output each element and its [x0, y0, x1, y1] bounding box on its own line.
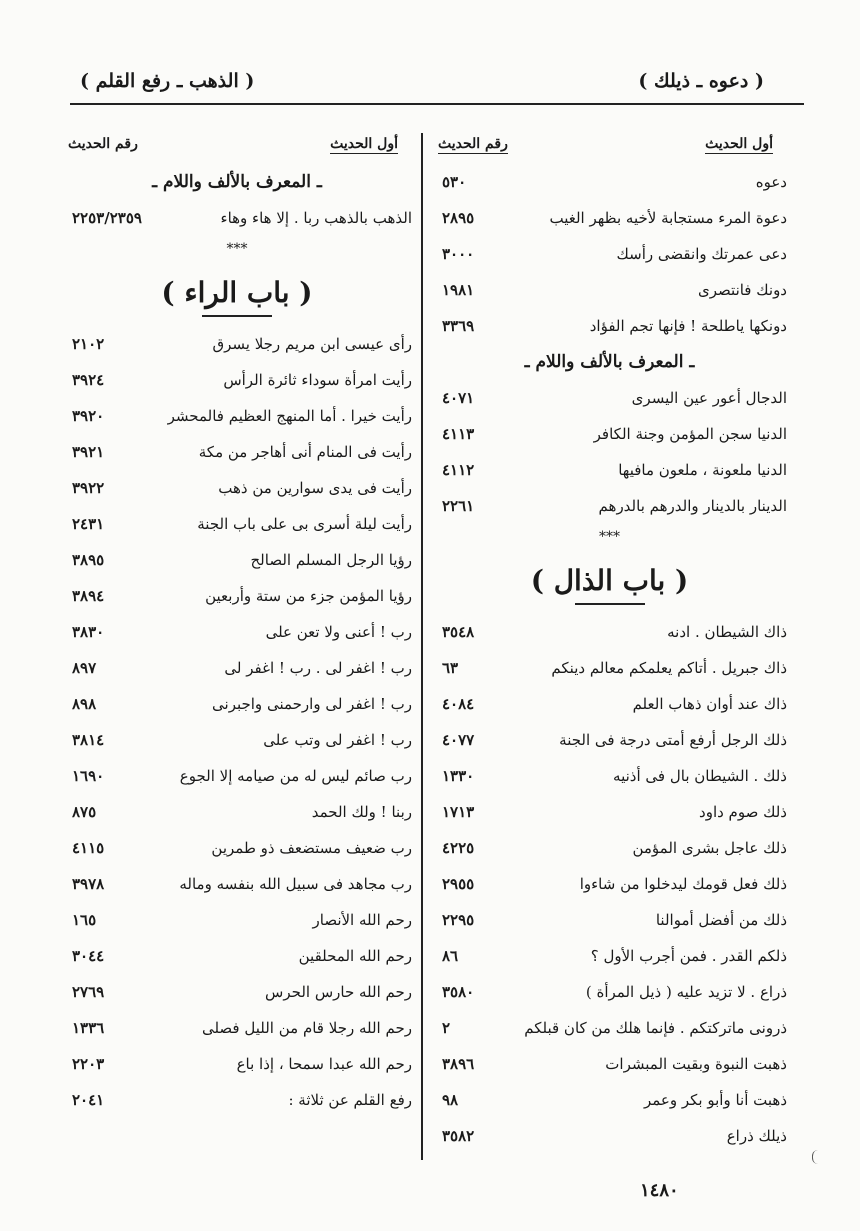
entry-number: ١٧١٣ — [442, 803, 475, 821]
entry-number: ٨٩٨ — [72, 695, 97, 713]
hadith-entry — [432, 382, 787, 418]
hadith-entry — [432, 454, 787, 490]
entry-number: ٣٠٤٤ — [72, 947, 105, 965]
hadith-entry — [62, 1084, 412, 1120]
entry-number: ٤٠٨٤ — [442, 695, 475, 713]
entry-number: ٤٠٧١ — [442, 389, 475, 407]
hadith-entry — [62, 364, 412, 400]
hadith-number-heading: رقم الحديث — [438, 136, 508, 152]
entry-number: ٦٣ — [442, 659, 459, 677]
chapter-underline — [575, 603, 645, 605]
chapter-title — [432, 562, 787, 616]
entry-number: ٢٢٥٣/٢٣٥٩ — [72, 209, 142, 227]
hadith-entry — [62, 544, 412, 580]
entry-text: رأيت فى المنام أنى أهاجر من مكة — [198, 443, 412, 461]
entry-text: رفع القلم عن ثلاثة : — [288, 1091, 412, 1109]
entry-text: رب ! اغفر لى وارحمنى واجبرنى — [212, 695, 412, 713]
entry-text: رب ! اغفر لى وتب على — [263, 731, 412, 749]
left-column — [62, 130, 412, 1120]
entry-text: رؤيا الرجل المسلم الصالح — [250, 551, 412, 569]
hadith-entry — [432, 652, 787, 688]
entry-text: ذيلك ذراع — [726, 1127, 787, 1145]
hadith-entry — [62, 760, 412, 796]
entry-text: دعوه — [755, 173, 787, 191]
entry-text: ذاك جبريل . أتاكم يعلمكم معالم دينكم — [551, 659, 787, 677]
section-heading: ـ المعرف بالألف واللام ـ — [152, 172, 322, 192]
entry-text: رب صائم ليس له من صيامه إلا الجوع — [179, 767, 412, 785]
first-words-heading: أول الحديث — [705, 136, 773, 152]
entry-number: ٣٥٤٨ — [442, 623, 475, 641]
entry-text: دعى عمرتك وانقضى رأسك — [616, 245, 787, 263]
hadith-entry — [62, 832, 412, 868]
chapter-title-text: ( باب الراء ) — [161, 276, 313, 309]
hadith-entry — [62, 652, 412, 688]
hadith-entry — [432, 940, 787, 976]
hadith-entry — [62, 796, 412, 832]
entry-text: رحم الله المحلقين — [298, 947, 412, 965]
entry-text: الدنيا سجن المؤمن وجنة الكافر — [593, 425, 787, 443]
entry-number: ٣٨٣٠ — [72, 623, 105, 641]
hadith-entry — [432, 688, 787, 724]
entry-text: رحم الله حارس الحرس — [265, 983, 412, 1001]
entry-number: ١٦٥ — [72, 911, 97, 929]
hadith-entry — [432, 904, 787, 940]
entry-number: ١٣٣٠ — [442, 767, 475, 785]
entry-text: رأيت فى يدى سوارين من ذهب — [218, 479, 412, 497]
hadith-entry — [432, 760, 787, 796]
asterism-divider: *** — [226, 241, 248, 257]
hadith-entry — [62, 508, 412, 544]
asterism-divider: *** — [599, 529, 620, 545]
hadith-entry — [62, 688, 412, 724]
hadith-entry — [432, 238, 787, 274]
entry-number: ٢٢٠٣ — [72, 1055, 105, 1073]
entry-number: ٢٧٦٩ — [72, 983, 105, 1001]
column-header — [62, 130, 412, 166]
entry-number: ٣٨١٤ — [72, 731, 105, 749]
hadith-entry — [432, 976, 787, 1012]
page-number: ١٤٨٠ — [640, 1180, 679, 1201]
entry-text: رأيت امرأة سوداء ثائرة الرأس — [223, 371, 412, 389]
entry-text: رأيت خيرا . أما المنهج العظيم فالمحشر — [167, 407, 412, 425]
entry-number: ٢٢٦١ — [442, 497, 475, 515]
hadith-entry — [432, 1120, 787, 1156]
entry-text: دونك فانتصرى — [698, 281, 787, 299]
entry-text: دعوة المرء مستجابة لأخيه بظهر الغيب — [549, 209, 787, 227]
entry-text: ذاك عند أوان ذهاب العلم — [632, 695, 787, 713]
hadith-entry — [432, 310, 787, 346]
hadith-entry — [432, 868, 787, 904]
entry-number: ٢٠٤١ — [72, 1091, 105, 1109]
entry-text: دونكها ياطلحة ! فإنها تجم الفؤاد — [589, 317, 787, 335]
entry-number: ٨٦ — [442, 947, 459, 965]
entry-text: ذلك صوم داود — [699, 803, 787, 821]
hadith-entry — [62, 328, 412, 364]
entry-number: ٣٥٨٢ — [442, 1127, 475, 1145]
entry-text: الذهب بالذهب ربا . إلا هاء وهاء — [220, 209, 412, 227]
chapter-title-text: ( باب الذال ) — [530, 564, 689, 597]
entry-number: ١٩٨١ — [442, 281, 475, 299]
entry-text: ربنا ! ولك الحمد — [311, 803, 412, 821]
entry-number: ٣٨٩٦ — [442, 1055, 475, 1073]
hadith-entry — [62, 436, 412, 472]
entry-text: ذاك الشيطان . ادنه — [667, 623, 787, 641]
hadith-entry — [62, 904, 412, 940]
entry-number: ٩٨ — [442, 1091, 459, 1109]
hadith-entry — [432, 490, 787, 526]
hadith-entry — [62, 976, 412, 1012]
entry-number: ٨٧٥ — [72, 803, 97, 821]
entry-number: ٢ — [442, 1019, 451, 1037]
chapter-title — [62, 274, 412, 328]
hadith-entry — [432, 202, 787, 238]
entry-text: ذرونى ماتركتكم . فإنما هلك من كان قبلكم — [524, 1019, 787, 1037]
entry-number: ٣٩٢٤ — [72, 371, 105, 389]
hadith-entry — [62, 400, 412, 436]
entry-number: ١٣٣٦ — [72, 1019, 105, 1037]
hadith-entry — [432, 616, 787, 652]
hadith-entry — [62, 868, 412, 904]
entry-text: ذلك فعل قومك ليدخلوا من شاءوا — [579, 875, 787, 893]
entry-text: ذهبت أنا وأبو بكر وعمر — [643, 1091, 787, 1109]
entry-number: ٣٩٢٢ — [72, 479, 105, 497]
entry-text: رب ! أعنى ولا تعن على — [265, 623, 412, 641]
section-heading: ـ المعرف بالألف واللام ـ — [524, 352, 695, 372]
entry-text: رحم الله الأنصار — [312, 911, 412, 929]
entry-text: رب مجاهد فى سبيل الله بنفسه وماله — [179, 875, 412, 893]
entry-text: ذهبت النبوة وبقيت المبشرات — [605, 1055, 787, 1073]
first-words-heading: أول الحديث — [330, 136, 398, 152]
entry-number: ٨٩٧ — [72, 659, 97, 677]
entry-number: ٣٩٢١ — [72, 443, 105, 461]
header-rule — [70, 103, 804, 105]
hadith-entry — [432, 832, 787, 868]
hadith-entry — [432, 1012, 787, 1048]
entry-text: رب ضعيف مستضعف ذو طمرين — [211, 839, 412, 857]
entry-number: ٣٠٠٠ — [442, 245, 475, 263]
entry-number: ٣٩٢٠ — [72, 407, 105, 425]
hadith-entry — [432, 166, 787, 202]
entry-number: ٤١١٢ — [442, 461, 475, 479]
entry-text: رأى عيسى ابن مريم رجلا يسرق — [212, 335, 412, 353]
entry-text: ذراع . لا تزيد عليه ( ذيل المرأة ) — [585, 983, 787, 1001]
hadith-entry — [432, 274, 787, 310]
entry-number: ٥٣٠ — [442, 173, 467, 191]
column-header — [432, 130, 787, 166]
hadith-entry — [432, 418, 787, 454]
entry-text: رؤيا المؤمن جزء من ستة وأربعين — [205, 587, 412, 605]
hadith-entry — [62, 1048, 412, 1084]
hadith-entry — [62, 724, 412, 760]
entry-text: ذلك الرجل أرفع أمتى درجة فى الجنة — [559, 731, 787, 749]
hadith-entry — [432, 724, 787, 760]
hadith-entry — [62, 202, 412, 238]
column-divider — [421, 133, 423, 1160]
entry-text: ذلك من أفضل أموالنا — [655, 911, 787, 929]
entry-number: ٢١٠٢ — [72, 335, 105, 353]
entry-text: ذلكم القدر . فمن أجرب الأول ؟ — [590, 947, 787, 965]
entry-number: ٣٨٩٤ — [72, 587, 105, 605]
entry-number: ٤١١٣ — [442, 425, 475, 443]
entry-number: ٢٤٣١ — [72, 515, 105, 533]
entry-text: الدنيا ملعونة ، ملعون مافيها — [618, 461, 787, 479]
entry-text: الدينار بالدينار والدرهم بالدرهم — [598, 497, 787, 515]
entry-number: ٢٩٥٥ — [442, 875, 475, 893]
entry-text: رحم الله عبدا سمحا ، إذا باع — [236, 1055, 412, 1073]
hadith-entry — [62, 616, 412, 652]
entry-number: ٤٢٢٥ — [442, 839, 475, 857]
entry-text: رحم الله رجلا قام من الليل فصلى — [201, 1019, 412, 1037]
entry-number: ٣٥٨٠ — [442, 983, 475, 1001]
entry-number: ٣٩٧٨ — [72, 875, 105, 893]
entry-text: رب ! اغفر لى . رب ! اغفر لى — [224, 659, 412, 677]
entry-text: الدجال أعور عين اليسرى — [631, 389, 787, 407]
running-header-left: ( الذهب ـ رفع القلم ) — [80, 70, 255, 92]
hadith-entry — [432, 1084, 787, 1120]
chapter-underline — [202, 315, 272, 317]
entry-number: ٣٨٩٥ — [72, 551, 105, 569]
entry-number: ٤٠٧٧ — [442, 731, 475, 749]
hadith-entry — [62, 472, 412, 508]
hadith-entry — [432, 1048, 787, 1084]
entry-number: ٢٨٩٥ — [442, 209, 475, 227]
running-header-right: ( دعوه ـ ذيلك ) — [638, 70, 764, 92]
margin-mark — [812, 1150, 819, 1164]
entry-number: ٢٢٩٥ — [442, 911, 475, 929]
entry-number: ٤١١٥ — [72, 839, 105, 857]
entry-text: رأيت ليلة أسرى بى على باب الجنة — [197, 515, 412, 533]
hadith-entry — [62, 1012, 412, 1048]
entry-text: ذلك عاجل بشرى المؤمن — [632, 839, 787, 857]
entry-number: ١٦٩٠ — [72, 767, 105, 785]
hadith-entry — [62, 940, 412, 976]
hadith-entry — [62, 580, 412, 616]
entry-text: ذلك . الشيطان بال فى أذنيه — [613, 767, 787, 785]
hadith-number-heading: رقم الحديث — [68, 136, 138, 152]
entry-number: ٣٣٦٩ — [442, 317, 475, 335]
hadith-entry — [432, 796, 787, 832]
right-column — [432, 130, 787, 1156]
